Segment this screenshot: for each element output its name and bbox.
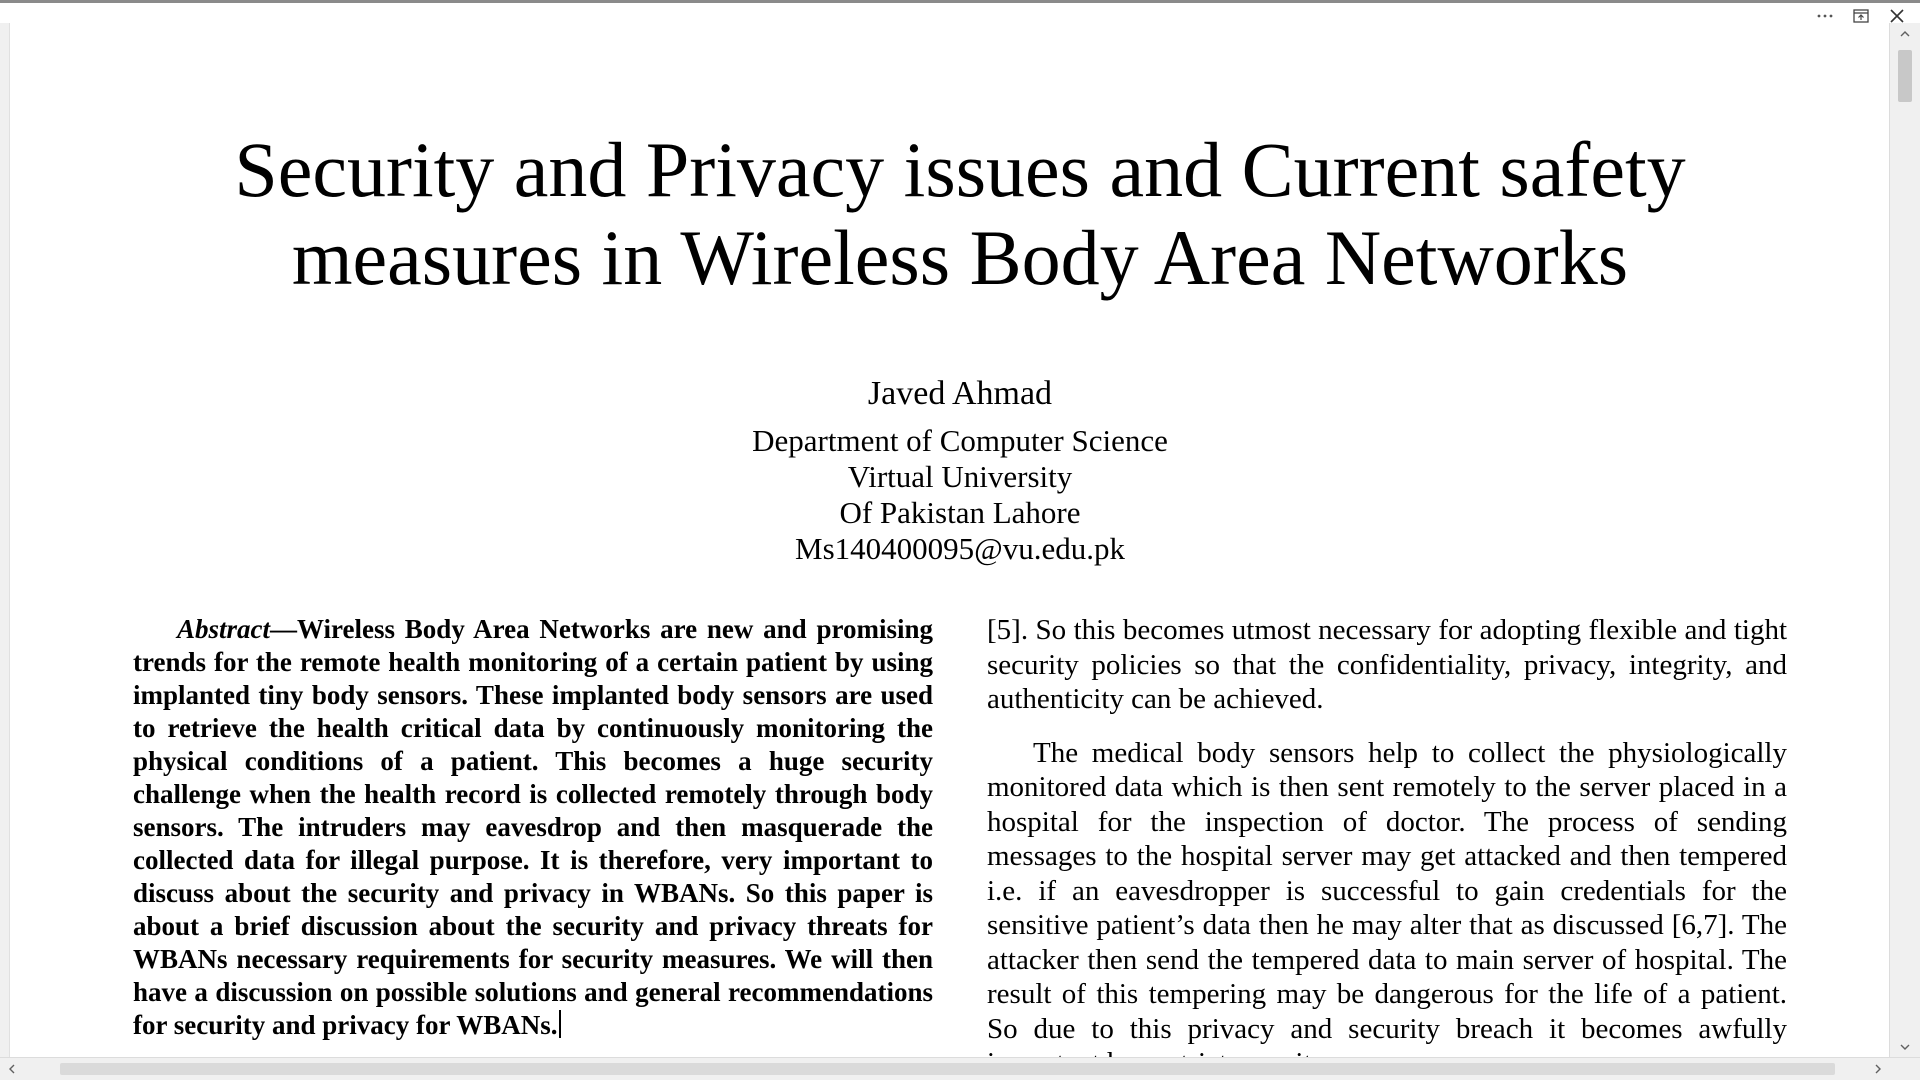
- scroll-right-icon[interactable]: [1870, 1061, 1886, 1077]
- paper-title-line-1: Security and Privacy issues and Current safety: [234, 126, 1686, 213]
- paper-title-line-2: measures in Wireless Body Area Networks: [291, 214, 1629, 301]
- abstract-column: [133, 613, 933, 1042]
- document-page[interactable]: [10, 23, 1890, 1058]
- body-column-right: [987, 613, 1787, 1081]
- affiliation-location: Of Pakistan Lahore: [839, 495, 1081, 530]
- affiliation-email: Ms140400095@vu.edu.pk: [795, 531, 1125, 566]
- affiliation-university: Virtual University: [847, 459, 1073, 494]
- scroll-up-icon[interactable]: [1897, 26, 1913, 42]
- abstract-paragraph: [133, 613, 933, 1042]
- text-cursor: [559, 1010, 561, 1038]
- horizontal-scrollbar[interactable]: [0, 1057, 1920, 1080]
- paper-title: [10, 126, 1910, 302]
- abstract-dash: —: [270, 614, 298, 644]
- abstract-label: Abstract: [177, 614, 271, 644]
- author-affiliation: [10, 423, 1910, 567]
- title-bar: [0, 3, 1920, 23]
- body-paragraph-1: [5]. So this becomes utmost necessary for adopting flexible and tight security policies so that the confidentiality, privacy, integrity, and authenticity can be achieved.: [987, 614, 1787, 715]
- affiliation-department: Department of Computer Science: [752, 423, 1168, 458]
- page-left-gutter: [0, 23, 10, 1058]
- vertical-scroll-thumb[interactable]: [1898, 50, 1912, 102]
- abstract-text: Wireless Body Area Networks are new and promising trends for the remote health monitoring of a certain patient by using implanted tiny body sensors. These implanted body sensors are used to retrieve the health critical data by continuously monitoring the physical conditions of a patient. This becomes a huge security challenge when the health record is collected remotely through body sensors. The intruders may eavesdrop and then masquerade the collected data for illegal purpose. It is therefore, very important to discuss about the security and privacy in WBANs. So this paper is about a brief discussion about the security and privacy threats for WBANs necessary requirements for security measures. We will then have a discussion on possible solutions and general recommendations for security and privacy for WBANs.: [133, 614, 933, 1040]
- scroll-down-icon[interactable]: [1897, 1039, 1913, 1055]
- vertical-scrollbar[interactable]: [1889, 23, 1920, 1058]
- scroll-left-icon[interactable]: [4, 1061, 20, 1077]
- body-paragraph-2: The medical body sensors help to collect the physiologically monitored data which is then sent remotely to the server placed in a hospital for the inspection of doctor. The process of sending messages to the hospital server may get attacked and then tempered i.e. if an eavesdropper is successful to gain credentials for the sensitive patient’s data then he may alter that as discussed [6,7]. The attacker then send the tempered data to main server of hospital. The result of this tempering may be dangerous for the life of a patient. So due to this privacy and security breach it becomes awfully: [987, 736, 1787, 1045]
- horizontal-scroll-thumb[interactable]: [60, 1063, 1835, 1075]
- author-name: Javed Ahmad: [867, 375, 1053, 412]
